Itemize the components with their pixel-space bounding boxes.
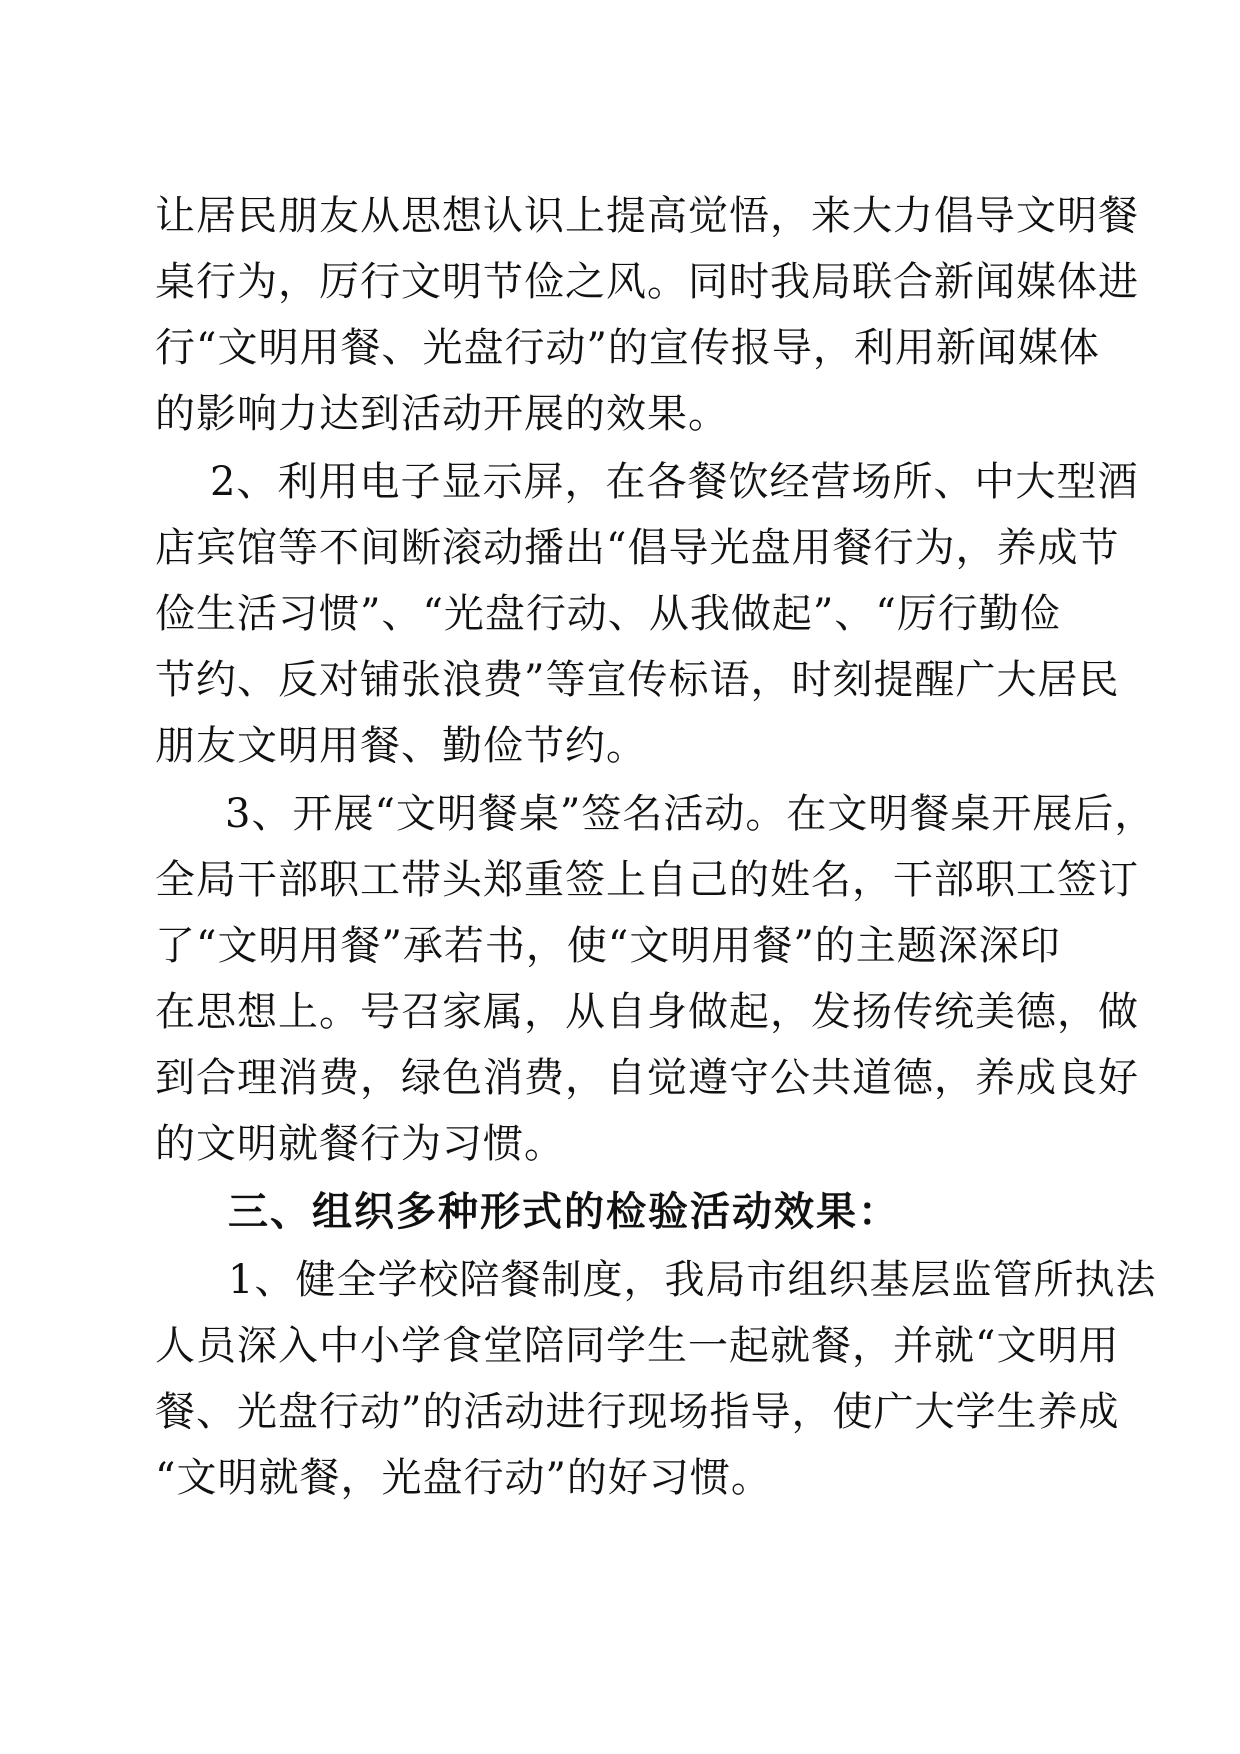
paragraph-3-line-1: 3、开展“文明餐桌”签名活动。在文明餐桌开展后，: [225, 791, 1156, 837]
text-line-1: 让居民朋友从思想认识上提高觉悟，来大力倡导文明餐: [155, 193, 1139, 239]
paragraph-4-line-3: 餐、光盘行动”的活动进行现场指导，使广大学生养成: [155, 1389, 1120, 1435]
text-line-3: 行“文明用餐、光盘行动”的宣传报导，利用新闻媒体: [155, 325, 1100, 371]
paragraph-3-line-5: 到合理消费，绿色消费，自觉遵守公共道德，养成良好: [155, 1055, 1139, 1101]
paragraph-3-line-6: 的文明就餐行为习惯。: [155, 1121, 565, 1167]
paragraph-4-line-2: 人员深入中小学食堂陪同学生一起就餐，并就“文明用: [155, 1323, 1120, 1369]
text-line-4: 的影响力达到活动开展的效果。: [155, 391, 729, 437]
paragraph-4-line-4: “文明就餐，光盘行动”的好习惯。: [155, 1455, 772, 1501]
paragraph-3-line-4: 在思想上。号召家属，从自身做起，发扬传统美德，做: [155, 989, 1139, 1035]
paragraph-4-line-1: 1、健全学校陪餐制度，我局市组织基层监管所执法: [228, 1257, 1157, 1303]
paragraph-2-line-5: 朋友文明用餐、勤俭节约。: [155, 723, 647, 769]
paragraph-2-line-1: 2、利用电子显示屏，在各餐饮经营场所、中大型酒: [210, 459, 1139, 505]
paragraph-2-line-3: 俭生活习惯”、“光盘行动、从我做起”、“厉行勤俭: [155, 591, 1061, 637]
text-line-2: 桌行为，厉行文明节俭之风。同时我局联合新闻媒体进: [155, 259, 1139, 305]
paragraph-2-line-2: 店宾馆等不间断滚动播出“倡导光盘用餐行为，养成节: [155, 525, 1120, 571]
paragraph-2-line-4: 节约、反对铺张浪费”等宣传标语，时刻提醒广大居民: [155, 657, 1120, 703]
paragraph-3-line-2: 全局干部职工带头郑重签上自己的姓名，干部职工签订: [155, 857, 1139, 903]
section-heading: 三、组织多种形式的检验活动效果：: [228, 1189, 900, 1235]
paragraph-3-line-3: 了“文明用餐”承若书，使“文明用餐”的主题深深印: [155, 923, 1061, 969]
